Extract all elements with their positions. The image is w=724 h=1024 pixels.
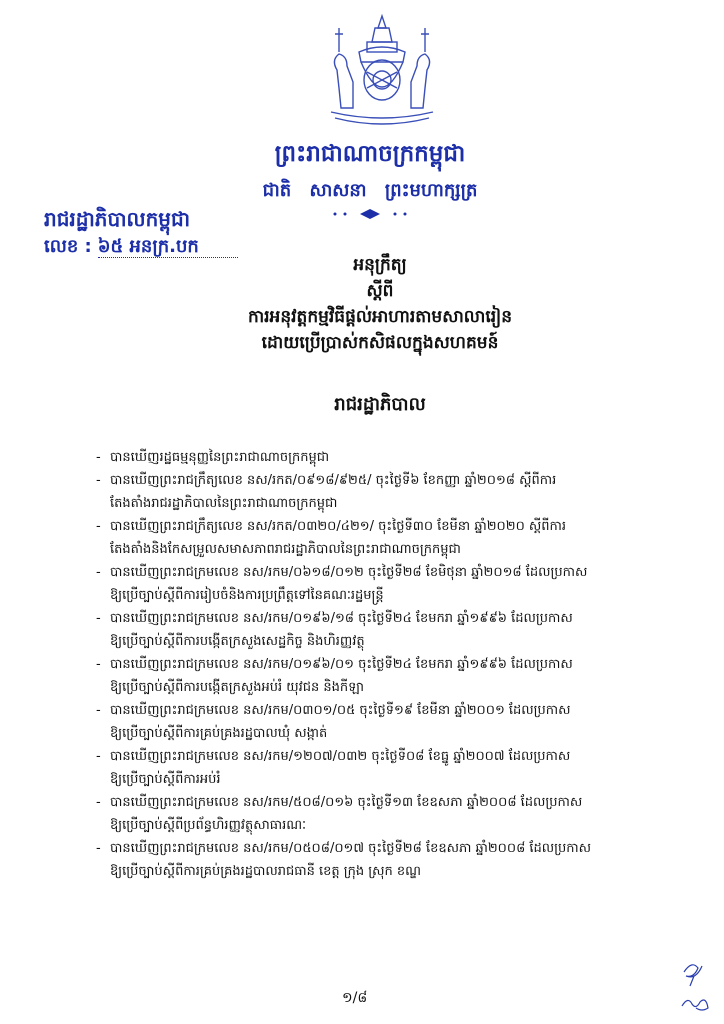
motto-nation: ជាតិ <box>262 180 292 201</box>
citation-item: - បានឃើញព្រះរាជក្រឹត្យលេខ នស/រកត/០៣២០/៤២១/ ចុះថ្ងៃទី៣០ ខែមីនា ឆ្នាំ២០២០ ស្តីពីការ តែងតាំងនិងកែសម្រួលសមាសភាពរាជរដ្ឋាភិបាលនៃព្រះរាជាណាចក្រកម្ពុជា <box>96 519 567 557</box>
motto-religion: សាសនា <box>309 180 367 201</box>
document-type: អនុក្រឹត្យ <box>353 255 407 275</box>
decorative-divider <box>325 207 415 221</box>
citation-item: - បានឃើញព្រះរាជក្រមលេខ នស/រកម/០១៩៦/១៨ ចុះថ្ងៃទី២៤ ខែមករា ឆ្នាំ១៩៩៦ ដែលប្រកាស ឱ្យប្រើច្បាប់ស្តីពីការបង្កើតក្រសួងសេដ្ឋកិច្ច និងហិរញ្ញវត្ថុ <box>96 611 573 649</box>
legal-citations-list <box>96 446 676 883</box>
subject-line-1: ការអនុវត្តកម្មវិធីផ្តល់អាហារតាមសាលារៀន <box>247 307 513 327</box>
motto-king: ព្រះមហាក្សត្រ <box>384 180 478 201</box>
citation-item: - បានឃើញព្រះរាជក្រមលេខ នស/រកម/៥០៨/០១៦ ចុះថ្ងៃទី១៣ ខែឧសភា ឆ្នាំ២០០៨ ដែលប្រកាស ឱ្យប្រើច្បាប់ស្តីពីប្រព័ន្ធហិរញ្ញវត្ថុសាធារណៈ <box>96 795 583 833</box>
citation-item: - បានឃើញព្រះរាជក្រមលេខ នស/រកម/០១៩៦/០១ ចុះថ្ងៃទី២៤ ខែមករា ឆ្នាំ១៩៩៦ ដែលប្រកាស ឱ្យប្រើច្បាប់ស្តីពីការបង្កើតក្រសួងអប់រំ យុវជន និងកីឡា <box>96 657 573 695</box>
document-title <box>170 252 590 356</box>
citation-item: - បានឃើញព្រះរាជក្រឹត្យលេខ នស/រកត/០៩១៨/៩២៥/ ចុះថ្ងៃទី៦ ខែកញ្ញា ឆ្នាំ២០១៨ ស្តីពីការ តែងតាំងរាជរដ្ឋាភិបាលនៃព្រះរាជាណាចក្រកម្ពុជា <box>96 473 557 511</box>
royal-coat-of-arms-emblem <box>317 12 447 132</box>
document-about: ស្តីពី <box>366 281 394 301</box>
handwritten-initials <box>676 956 712 1016</box>
national-motto <box>200 178 540 205</box>
government-name: រាជរដ្ឋាភិបាលកម្ពុជា <box>44 207 190 231</box>
issuer-heading: រាជរដ្ឋាភិបាល <box>334 394 426 415</box>
kingdom-title: ព្រះរាជាណាចក្រកម្ពុជា <box>274 141 466 167</box>
document-number-value: ៦៥ អនក្រ.បក <box>97 236 199 257</box>
citation-item: - បានឃើញព្រះរាជក្រមលេខ នស/រកម/១២០៧/០៣២ ចុះថ្ងៃទី០៨ ខែធ្នូ ឆ្នាំ២០០៧ ដែលប្រកាស ឱ្យប្រើច្បាប់ស្តីពីការអប់រំ <box>96 749 571 787</box>
citation-item: - បានឃើញព្រះរាជក្រមលេខ នស/រកម/០៥០៨/០១៧ ចុះថ្ងៃទី២៨ ខែឧសភា ឆ្នាំ២០០៨ ដែលប្រកាស ឱ្យប្រើច្បាប់ស្តីពីការគ្រប់គ្រងរដ្ឋបាលរាជធានី ខេត្ត ក្រុង ស្រុក ខណ្ឌ <box>96 841 592 879</box>
citation-item: - បានឃើញព្រះរាជក្រមលេខ នស/រកម/០៣០១/០៥ ចុះថ្ងៃទី១៩ ខែមីនា ឆ្នាំ២០០១ ដែលប្រកាស ឱ្យប្រើច្បាប់ស្តីពីការគ្រប់គ្រងរដ្ឋបាលឃុំ សង្កាត់ <box>96 703 571 741</box>
document-number-label: លេខ : <box>44 236 92 257</box>
page-number: ១/៨ <box>342 990 368 1006</box>
citation-item: - បានឃើញព្រះរាជក្រមលេខ នស/រកម/០៦១៨/០១២ ចុះថ្ងៃទី២៨ ខែមិថុនា ឆ្នាំ២០១៨ ដែលប្រកាស ឱ្យប្រើច្បាប់ស្តីពីការរៀបចំនិងការប្រព្រឹត្តទៅនៃគណៈរដ្ឋមន្ត្រី <box>96 565 588 603</box>
subject-line-2: ដោយប្រើប្រាស់កសិផលក្នុងសហគមន៍ <box>261 333 499 353</box>
citation-item: - បានឃើញរដ្ឋធម្មនុញ្ញនៃព្រះរាជាណាចក្រកម្ពុជា <box>96 450 330 465</box>
